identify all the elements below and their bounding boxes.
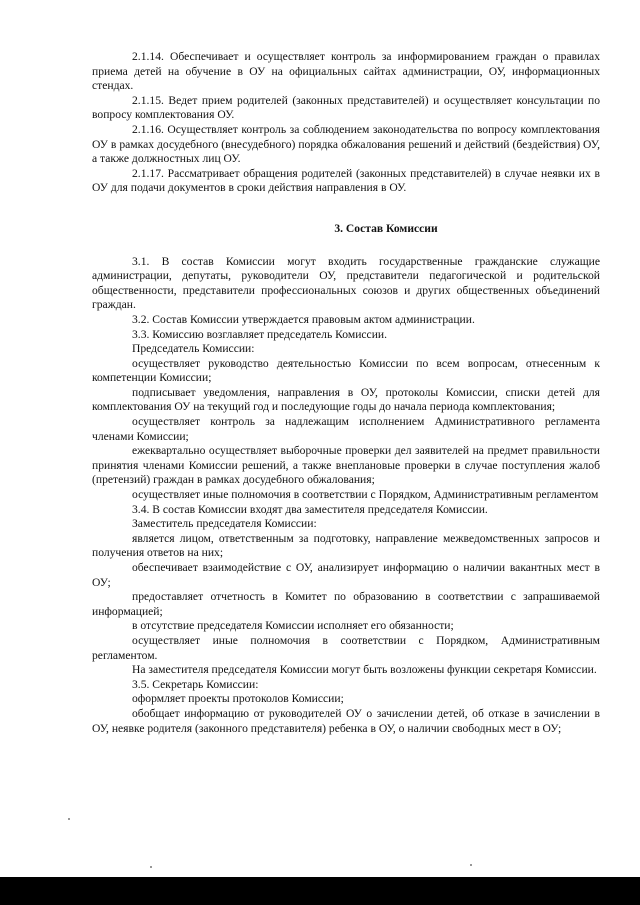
- paragraph-2-1-14: 2.1.14. Обеспечивает и осуществляет контроль за информированием граждан о правилах приема детей на обучение в ОУ на официальных сайтах администрации, ОУ, информационных стендах.: [92, 50, 600, 93]
- chairman-label: Председатель Комиссии:: [132, 342, 255, 356]
- chairman-duty: подписывает уведомления, направления в ОУ, протоколы Комиссии, списки детей для комплектования ОУ на текущий год и последующие годы до начала периода комплектования;: [92, 385, 600, 414]
- paragraph-3-5: 3.5. Секретарь Комиссии:: [132, 677, 259, 691]
- scan-speck: [150, 866, 152, 868]
- deputy-duty: осуществляет иные полномочия в соответствии с Порядком, Административным регламентом.: [92, 633, 600, 662]
- chairman-duty: осуществляет контроль за надлежащим исполнением Административного регламента членами Комиссии;: [92, 415, 600, 443]
- deputy-duty: является лицом, ответственным за подготовку, направление межведомственных запросов и получения ответов на них;: [92, 531, 600, 560]
- scan-bottom-edge: [0, 877, 640, 905]
- document-page: [92, 50, 600, 736]
- paragraph-2-1-16: 2.1.16. Осуществляет контроль за соблюдением законодательства по вопросу комплектования ОУ в рамках досудебного (внесудебного) порядка обжалования решений и действий (бездействия) ОУ, а также должностных лиц ОУ.: [92, 122, 600, 166]
- paragraph-2-1-15: 2.1.15. Ведет прием родителей (законных представителей) и осуществляет консультации по вопросу комплектования ОУ.: [92, 93, 600, 122]
- paragraph-3-4: 3.4. В состав Комиссии входят два заместителя председателя Комиссии.: [132, 502, 488, 516]
- section-3-heading: 3. Состав Комиссии: [334, 221, 438, 235]
- chairman-duty: осуществляет иные полномочия в соответствии с Порядком, Административным регламентом: [132, 488, 599, 502]
- chairman-duty: ежеквартально осуществляет выборочные проверки дел заявителей на предмет правильности принятия членами Комиссии решений, а также внеплановые проверки в случае поступления жалоб (претензий) граждан в рамках досудебного обжалования;: [92, 444, 600, 487]
- paragraph-3-1: 3.1. В состав Комиссии могут входить государственные гражданские служащие администрации, депутаты, руководители ОУ, представители педагогической и родительской общественности, представители профессиональных союзов и других общественных объединений граждан.: [92, 254, 600, 312]
- paragraph-3-3: 3.3. Комиссию возглавляет председатель Комиссии.: [132, 327, 388, 341]
- chairman-duty: осуществляет руководство деятельностью Комиссии по всем вопросам, отнесенным к компетенции Комиссии;: [92, 356, 600, 385]
- scan-speck: [470, 864, 472, 866]
- paragraph-3-2: 3.2. Состав Комиссии утверждается правовым актом администрации.: [132, 312, 475, 326]
- deputy-duty: предоставляет отчетность в Комитет по образованию в соответствии с запрашиваемой информацией;: [92, 590, 600, 618]
- scan-speck: [68, 818, 70, 820]
- deputy-secretary-note: На заместителя председателя Комиссии могут быть возложены функции секретаря Комиссии.: [132, 663, 597, 677]
- secretary-duty: оформляет проекты протоколов Комиссии;: [132, 692, 344, 706]
- secretary-duty: обобщает информацию от руководителей ОУ о зачислении детей, об отказе в зачислении в ОУ, неявке родителя (законного представителя) ребенка в ОУ, о наличии свободных мест в ОУ;: [92, 706, 600, 735]
- paragraph-2-1-17: 2.1.17. Рассматривает обращения родителей (законных представителей) в случае неявки их в ОУ для подачи документов в сроки действия направления в ОУ.: [92, 166, 600, 195]
- deputy-label: Заместитель председателя Комиссии:: [132, 517, 317, 531]
- deputy-duty: в отсутствие председателя Комиссии исполняет его обязанности;: [132, 619, 454, 633]
- deputy-duty: обеспечивает взаимодействие с ОУ, анализирует информацию о наличии вакантных мест в ОУ;: [92, 561, 600, 589]
